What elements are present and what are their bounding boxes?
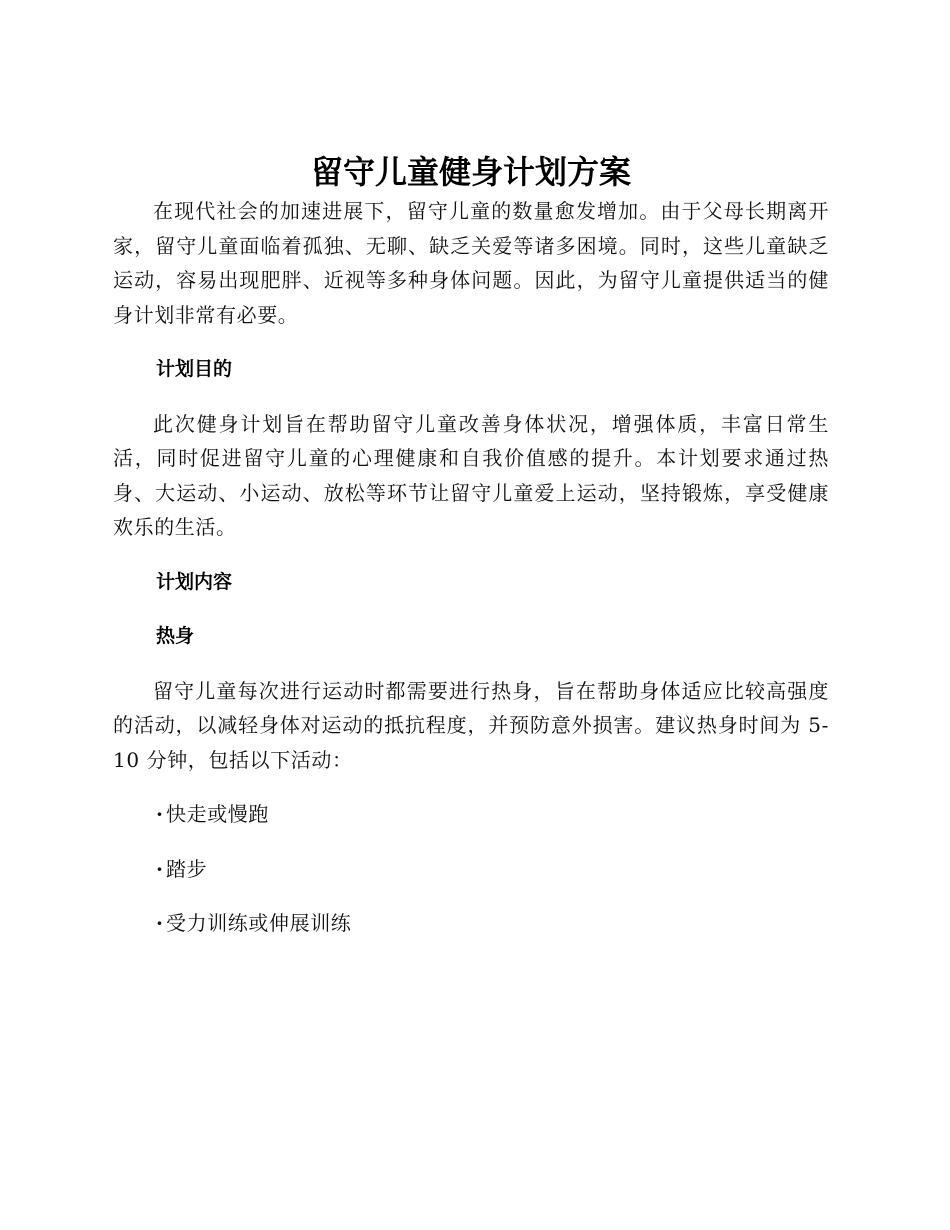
purpose-paragraph: 此次健身计划旨在帮助留守儿童改善身体状况，增强体质，丰富日常生活，同时促进留守儿童的心理健康和自我价值感的提升。本计划要求通过热身、大运动、小运动、放松等环节让留守儿童爱上运动，坚持锻炼，享受健康欢乐的生活。 <box>113 411 829 539</box>
list-item-text: 受力训练或伸展训练 <box>166 911 352 935</box>
list-item <box>156 906 829 941</box>
list-item <box>156 852 829 887</box>
document-title: 留守儿童健身计划方案 <box>310 153 631 191</box>
document-content <box>113 150 829 961</box>
list-item <box>156 797 829 832</box>
list-item-text: 快走或慢跑 <box>166 802 269 826</box>
bullet-dot-icon: · <box>156 856 164 881</box>
bullet-dot-icon: · <box>156 911 164 935</box>
intro-paragraph: 在现代社会的加速进展下，留守儿童的数量愈发增加。由于父母长期离开家，留守儿童面临着孤独、无聊、缺乏关爱等诸多困境。同时，这些儿童缺乏运动，容易出现肥胖、近视等多种身体问题。因此，为留守儿童提供适当的健身计划非常有必要。 <box>113 199 829 327</box>
section-heading-purpose: 计划目的 <box>156 358 233 380</box>
bullet-dot-icon: · <box>156 802 164 826</box>
warmup-activity-list <box>113 797 829 941</box>
section-heading-content: 计划内容 <box>156 570 233 593</box>
section-heading-warmup: 热身 <box>156 625 195 647</box>
warmup-paragraph: 留守儿童每次进行运动时都需要进行热身，旨在帮助身体适应比较高强度的活动，以减轻身体对运动的抵抗程度，并预防意外损害。建议热身时间为 5-10 分钟，包括以下活动： <box>113 678 829 772</box>
list-item-text: 踏步 <box>166 856 208 881</box>
